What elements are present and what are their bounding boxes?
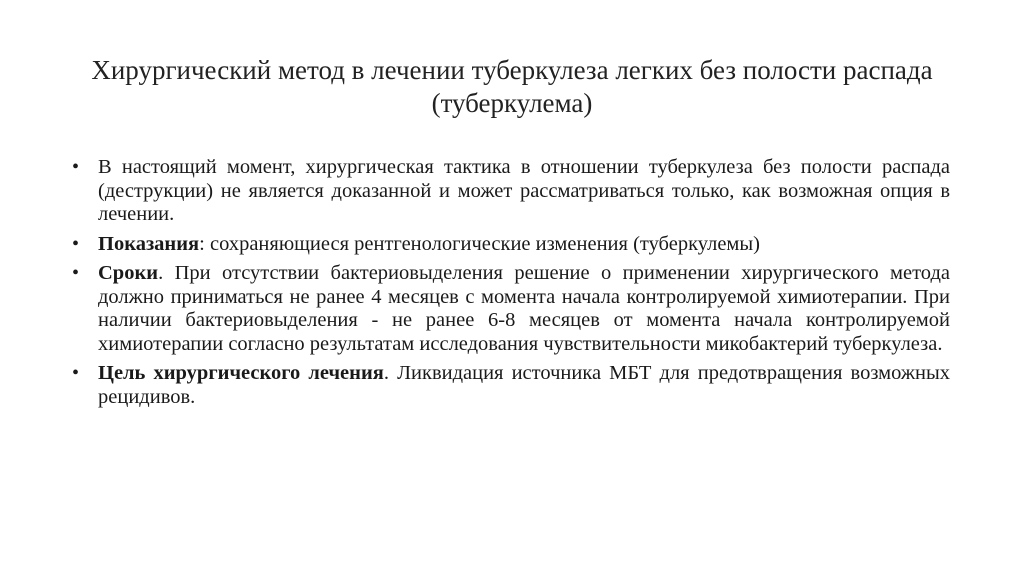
slide-title: Хирургический метод в лечении туберкулеза легких без полости распада (туберкулема)	[91, 55, 933, 118]
bullet-lead-separator: .	[383, 362, 389, 384]
bullet-lead-separator: .	[158, 262, 164, 284]
bullet-text: При отсутствии бактериовыделения решение о применении хирургического метода должно приниматься не ранее 4 месяцев с момента начала контролируемой химиотерапии. При наличии бактериовыделения - не ранее 6-8 месяцев от момента начала контролируемой химиотерапии согласно результатам исследования чувствительности микобактерий туберкулеза.	[98, 262, 950, 355]
bullet-lead: Цель хирургического лечения	[98, 362, 384, 384]
bullet-marker: •	[72, 262, 80, 284]
bullet-item	[70, 233, 950, 257]
bullet-text: Ликвидация источника МБТ для предотвращения возможных рецидивов.	[98, 362, 950, 408]
bullet-list	[70, 156, 950, 415]
bullet-marker: •	[72, 362, 80, 384]
bullet-marker: •	[72, 232, 80, 255]
bullet-lead: Сроки	[98, 262, 159, 284]
bullet-item	[70, 156, 950, 227]
bullet-text: В настоящий момент, хирургическая тактика в отношении туберкулеза без полости распада (деструкции) не является доказанной и может рассматриваться только, как возможная опция в лечении.	[98, 156, 950, 225]
bullet-marker: •	[72, 156, 80, 178]
bullet-lead-separator: :	[199, 232, 205, 255]
bullet-text: сохраняющиеся рентгенологические изменения (туберкулемы)	[204, 232, 760, 255]
bullet-item	[70, 362, 950, 409]
bullet-item	[70, 262, 950, 356]
bullet-lead: Показания	[98, 232, 200, 255]
